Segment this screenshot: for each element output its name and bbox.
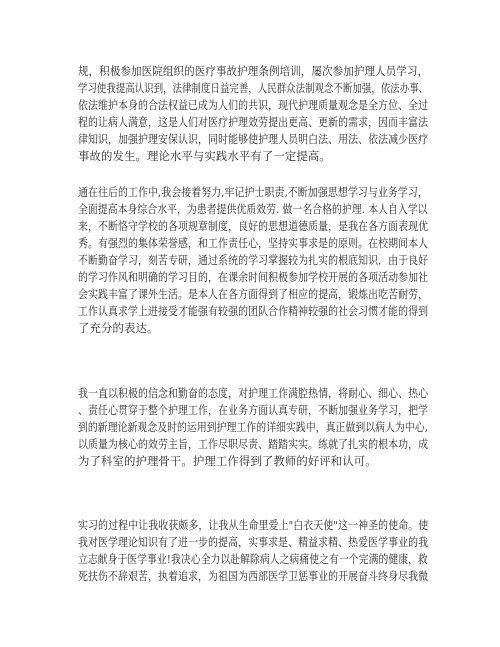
- text-line: 立志献身于医学事业!我决心全力以赴解除病人之病痛使之有一个完满的健康，救: [78, 552, 428, 566]
- text-line: 不断勤奋学习，刻苦专研，通过系统的学习掌握较为扎实的根底知识．由于良好: [78, 253, 429, 267]
- text-line: 我一直以积极的信念和勤奋的态度，对护理工作满腔热情，将耐心、细心、热心: [78, 386, 429, 400]
- text-line: 依法维护本身的合法权益已成为人们的共识，现代护理质量观念是全方位、全过: [78, 98, 429, 112]
- text-line: 通在往后的工作中,我会接着努力,牢记护士职责,不断加强思想学习与业务学习，: [78, 185, 428, 199]
- text-line: 我对医学理论知识有了进一步的提高，实事求是、精益求精、热爱医学事业的我: [78, 535, 429, 549]
- text-line: 秀。有强烈的集体荣誉感，和工作责任心，坚持实事求是的原则。在校期间本人: [78, 236, 429, 250]
- text-line: 律知识，加强护理安保认识，同时能够使护理人员明白法、用法、依法减少医疗: [78, 132, 429, 146]
- text-line: 程的让病人满意，这是人们对医疗护理效劳提出更高、更新的需求，因而丰富法: [78, 115, 429, 129]
- text-line: 规，积极参加医院组织的医疗事故护理条例培训，屡次参加护理人员学习，: [78, 64, 429, 78]
- text-line: 以质量为核心的效劳主旨，工作尽职尽责、踏踏实实。练就了扎实的根本功，成: [78, 437, 429, 451]
- text-line: 的学习作风和明确的学习目的，在课余时间积极参加学校开展的各项活动参加社: [78, 270, 429, 284]
- text-line: 、责任心贯穿于整个护理工作，在业务方面认真专研，不断加强业务学习，把学: [78, 403, 429, 417]
- text-line: 死扶伤不辞艰苦，执着追求，为祖国为西部医学卫惩事业的开展奋斗终身尽我微: [78, 569, 429, 583]
- text-line: 实习的过程中让我收获颇多，让我从生命里爱上"白衣天使"这一神圣的使命。使: [78, 518, 429, 532]
- text-line: 工作认真求学上进接受才能强有较强的团队合作精神较强的社会习惯才能的得到: [78, 304, 429, 318]
- text-line: 为了科室的护理骨干。护理工作得到了教师的好评和认可。: [78, 454, 377, 468]
- text-line: 学习使我提高认识到，法律制度日益完善，人民群众法制观念不断加强，依法办事、: [78, 81, 429, 95]
- text-line: 会实践丰富了课外生活。是本人在各方面得到了相应的提高，锻炼出吃苦耐劳，: [78, 287, 429, 301]
- text-line: 到的新理论新观念及时的运用到护理工作的详细实践中，真正做到以病人为中心,: [78, 420, 428, 434]
- text-line: 事故的发生。理论水平与实践水平有了一定提高。: [78, 149, 331, 163]
- text-line: 全面提高本身综合水平，为患者提供优质效劳. 做一名合格的护理. 本人自入学以: [78, 202, 428, 216]
- text-line: 来，不断恪守学校的各项规章制度，良好的思想道德质量，是我在各方面表现优: [78, 219, 429, 233]
- text-line: 了充分的表达。: [78, 321, 159, 335]
